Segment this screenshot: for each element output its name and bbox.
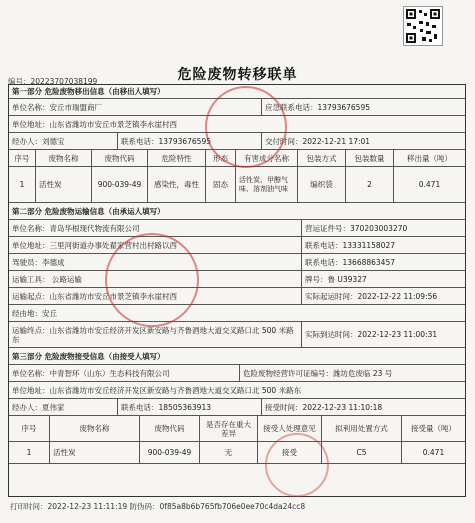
part2-permit-no: 营运证件号：370203003270	[301, 220, 465, 236]
col-header: 序号	[21, 424, 37, 433]
part2-tool-row	[9, 271, 465, 288]
part2-address: 单位地址：三里河街道办事处翟家营村出村路以西	[12, 240, 177, 250]
part3-address-row	[9, 382, 465, 399]
part2-driver-phone: 联系电话：13668863457	[301, 254, 465, 270]
part2-start-time: 实际起运时间：2022-12-22 11:09:56	[301, 288, 465, 304]
part2-via-row	[9, 305, 465, 322]
part2-plate: 牌号：鲁 U39327	[301, 271, 465, 287]
col-header: 危险特性	[147, 150, 205, 166]
col-header: 形态	[205, 150, 235, 166]
part2-dest-row	[9, 322, 465, 348]
col-header: 是否存在重大差异	[199, 416, 257, 441]
cell-seq: 1	[19, 180, 25, 189]
cell-waste-name: 活性炭	[35, 167, 91, 202]
part3-header: 第三部分 危险废物接受信息（由接受人填写）	[12, 351, 165, 361]
col-header: 废物代码	[139, 416, 199, 441]
part2-origin-row	[9, 288, 465, 305]
cell-received-amount: 0.471	[401, 442, 465, 463]
qr-code-icon	[403, 6, 443, 46]
part1-address-row	[9, 116, 465, 133]
part2-driver: 驾驶员：李德成	[12, 257, 65, 267]
part3-header-row	[9, 348, 465, 365]
part2-via: 经由地：安丘	[12, 308, 57, 318]
part3-unit-name: 单位名称：中青智环（山东）生态科技有限公司	[12, 368, 170, 378]
part3-handler-row	[9, 399, 465, 416]
col-header: 接受人处理意见	[257, 416, 321, 441]
cell-amount: 0.471	[393, 167, 465, 202]
part2-unit-row	[9, 220, 465, 237]
col-header: 废物名称	[35, 150, 91, 166]
part3-handler: 经办人：夏伟家	[12, 402, 65, 412]
document-number: 编号：20223707038199	[8, 77, 98, 86]
part3-address: 单位地址：山东省潍坊市安丘经济开发区新安路与齐鲁酒地大道交叉路口北 500 米路东	[12, 385, 302, 395]
part1-header: 第一部分 危险废物移出信息（由移出人填写）	[12, 87, 165, 96]
part3-unit-row	[9, 365, 465, 382]
part1-emergency-phone: 应急联系电话：13793676595	[261, 99, 465, 115]
part1-table-header	[9, 150, 465, 167]
cell-waste-code: 900-039-49	[139, 442, 199, 463]
col-header: 有害成分名称	[235, 150, 297, 166]
part3-license: 危险废物经营许可证编号：潍坊危废临 23 号	[239, 365, 465, 381]
part2-unit-name: 单位名称：青岛华根现代物流有限公司	[12, 223, 140, 233]
cell-difference: 无	[199, 442, 257, 463]
col-header: 接受量（吨）	[401, 416, 465, 441]
part1-handler-row	[9, 133, 465, 150]
table-row	[9, 167, 465, 203]
col-header: 废物代码	[91, 150, 147, 166]
cell-packaging: 编织袋	[297, 167, 345, 202]
part3-contact-phone: 联系电话：18505363913	[117, 399, 261, 415]
cell-components: 活性炭、甲醇气味、溶剂油气味	[235, 167, 297, 202]
part2-dest: 运输终点：山东省潍坊市安丘经济开发区新安路与齐鲁酒地大道交叉路口北 500 米路东	[12, 325, 294, 344]
part1-handler: 经办人：刘德宝	[12, 136, 65, 146]
print-info: 打印时间：2022-12-23 11:11:19 防伪码：0f85a8b6b765fb706e0ee70c4da24cc8	[10, 502, 306, 511]
part2-driver-row	[9, 254, 465, 271]
cell-hazard: 感染性，毒性	[147, 167, 205, 202]
cell-opinion: 接受	[257, 442, 321, 463]
col-header: 包装方式	[297, 150, 345, 166]
part1-handover-time: 交付时间：2022-12-21 17:01	[261, 133, 465, 149]
col-header: 废物名称	[49, 416, 139, 441]
cell-seq: 1	[26, 448, 32, 457]
form-table	[8, 84, 466, 497]
col-header: 拟利用处置方式	[321, 416, 401, 441]
col-header: 序号	[14, 153, 30, 163]
cell-form: 固态	[205, 167, 235, 202]
part2-header-row	[9, 203, 465, 220]
col-header: 移出量（吨）	[393, 150, 465, 166]
cell-disposal-method: C5	[321, 442, 401, 463]
col-header: 包装数量	[345, 150, 393, 166]
cell-waste-name: 活性炭	[49, 442, 139, 463]
form-title: 危险废物转移联单	[177, 67, 298, 83]
part3-table-header	[9, 416, 465, 442]
part3-receive-time: 接受时间：2022-12-23 11:10:18	[261, 399, 465, 415]
part1-address: 单位地址：山东省潍坊市安丘市景芝镇李水崖村西	[12, 119, 177, 129]
table-row	[9, 442, 465, 464]
part2-origin: 运输起点：山东省潍坊市安丘市景芝镇李水崖村西	[12, 291, 177, 301]
part2-contact-phone: 联系电话：13331158027	[301, 237, 465, 253]
part2-address-row	[9, 237, 465, 254]
cell-package-count: 2	[345, 167, 393, 202]
part2-header: 第二部分 危险废物运输信息（由承运人填写）	[12, 206, 165, 216]
part2-arrival-time: 实际到达时间：2022-12-23 11:00:31	[301, 322, 465, 347]
part2-tool: 运输工具： 公路运输	[12, 274, 82, 284]
cell-waste-code: 900-039-49	[91, 167, 147, 202]
part1-unit-row	[9, 99, 465, 116]
part1-header-row	[9, 85, 465, 99]
part1-contact-phone: 联系电话：13793676595	[117, 133, 261, 149]
part1-unit-name: 单位名称：安丘市瑞盟商厂	[12, 102, 102, 112]
